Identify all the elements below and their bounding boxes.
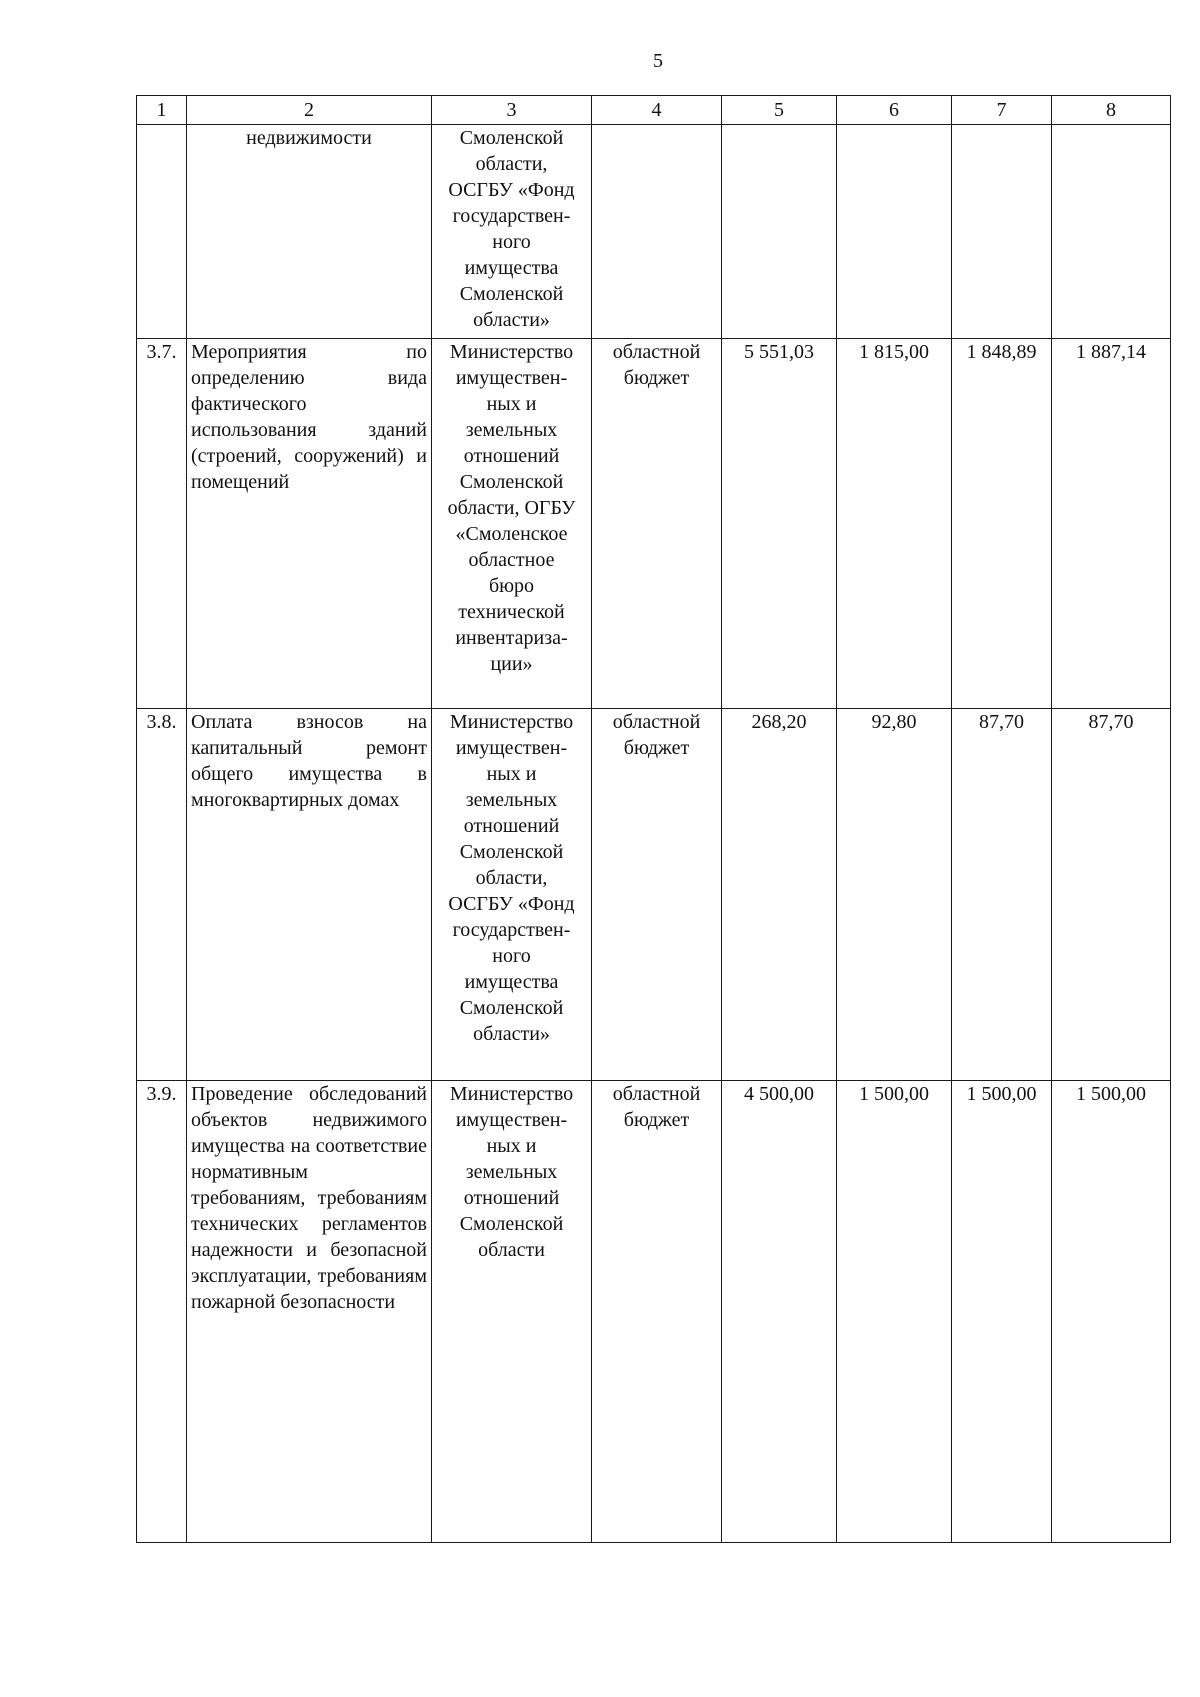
year2-amount-cell: 1 500,00 <box>952 1081 1052 1543</box>
column-number: 6 <box>837 96 952 125</box>
executor-cell: Министерство имуществен- ных и земельных отношений Смоленской области, ОСГБУ «Фонд государствен- ного имущества Смоленской области» <box>432 709 592 1081</box>
year1-amount-cell <box>837 125 952 339</box>
year2-amount-cell: 1 848,89 <box>952 339 1052 709</box>
column-number: 8 <box>1052 96 1171 125</box>
funding-source-cell: областной бюджет <box>592 709 722 1081</box>
row-number-cell <box>137 125 187 339</box>
activity-name-cell: Оплата взносов на капитальный ремонт общего имущества в многоквартирных домах <box>187 709 432 1081</box>
column-number: 7 <box>952 96 1052 125</box>
total-amount-cell: 5 551,03 <box>722 339 837 709</box>
program-table <box>136 95 1171 1543</box>
year1-amount-cell: 92,80 <box>837 709 952 1081</box>
column-number: 4 <box>592 96 722 125</box>
row-number-cell: 3.7. <box>137 339 187 709</box>
year3-amount-cell: 1 887,14 <box>1052 339 1171 709</box>
table-row <box>137 339 1171 709</box>
continuation-row <box>137 125 1171 339</box>
year3-amount-cell: 1 500,00 <box>1052 1081 1171 1543</box>
funding-source-cell <box>592 125 722 339</box>
funding-source-cell: областной бюджет <box>592 1081 722 1543</box>
activity-name-cell: Мероприятия по определению вида фактического использования зданий (строений, сооружений) и помещений <box>187 339 432 709</box>
row-number-cell: 3.8. <box>137 709 187 1081</box>
year1-amount-cell: 1 500,00 <box>837 1081 952 1543</box>
year2-amount-cell <box>952 125 1052 339</box>
year3-amount-cell: 87,70 <box>1052 709 1171 1081</box>
total-amount-cell: 4 500,00 <box>722 1081 837 1543</box>
page-number: 5 <box>653 50 663 72</box>
column-number: 5 <box>722 96 837 125</box>
year2-amount-cell: 87,70 <box>952 709 1052 1081</box>
executor-cell: Министерство имуществен- ных и земельных отношений Смоленской области, ОГБУ «Смоленское областное бюро технической инвентариза- ции» <box>432 339 592 709</box>
funding-source-cell: областной бюджет <box>592 339 722 709</box>
column-number: 1 <box>137 96 187 125</box>
column-numbers-row <box>137 96 1171 125</box>
executor-cell: Министерство имуществен- ных и земельных отношений Смоленской области <box>432 1081 592 1543</box>
activity-name-cell: недвижимости <box>187 125 432 339</box>
table-row <box>137 1081 1171 1543</box>
column-number: 2 <box>187 96 432 125</box>
year3-amount-cell <box>1052 125 1171 339</box>
column-number: 3 <box>432 96 592 125</box>
activity-name-cell: Проведение обследований объектов недвижимого имущества на соответствие нормативным требованиям, требованиям технических регламентов надежности и безопасной эксплуатации, требованиям пожарной безопасности <box>187 1081 432 1543</box>
total-amount-cell <box>722 125 837 339</box>
year1-amount-cell: 1 815,00 <box>837 339 952 709</box>
executor-cell: Смоленской области, ОСГБУ «Фонд государствен- ного имущества Смоленской области» <box>432 125 592 339</box>
total-amount-cell: 268,20 <box>722 709 837 1081</box>
row-number-cell: 3.9. <box>137 1081 187 1543</box>
table-row <box>137 709 1171 1081</box>
